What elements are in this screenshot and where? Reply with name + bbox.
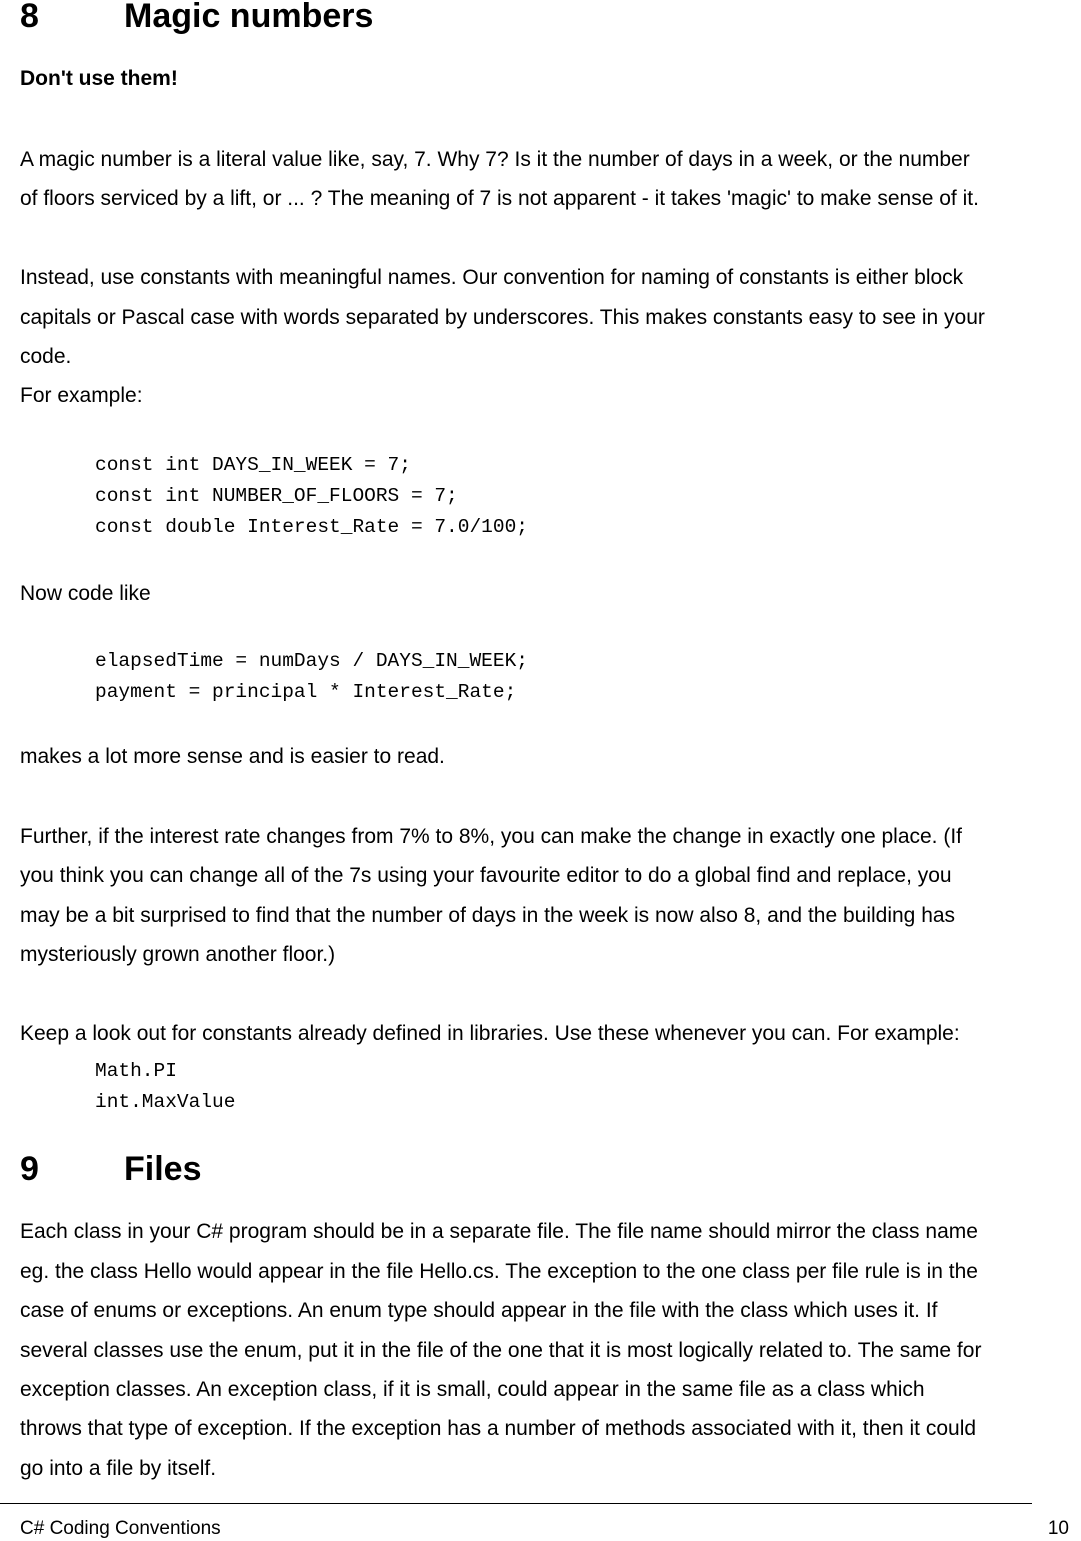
paragraph-line: case of enums or exceptions. An enum type should appear in the file with the class which uses it. If <box>20 1299 938 1322</box>
code-line: Math.PI <box>95 1060 177 1082</box>
paragraph-line: mysteriously grown another floor.) <box>20 943 336 966</box>
code-line: const int DAYS_IN_WEEK = 7; <box>95 454 411 476</box>
now-code-like-label: Now code like <box>20 582 151 605</box>
paragraph-line: throws that type of exception. If the exception has a number of methods associated with it, then it could <box>20 1417 977 1440</box>
paragraph-line: of floors serviced by a lift, or ... ? The meaning of 7 is not apparent - it takes 'magic' to make sense of it. <box>20 187 979 210</box>
page-number: 10 <box>1047 1518 1069 1539</box>
paragraph-line: Further, if the interest rate changes from 7% to 8%, you can make the change in exactly one place. (If <box>20 825 963 848</box>
paragraph-line: code. <box>20 345 72 368</box>
paragraph-line: Instead, use constants with meaningful names. Our convention for naming of constants is either block <box>20 266 964 289</box>
paragraph-line: you think you can change all of the 7s using your favourite editor to do a global find and replace, you <box>20 864 952 887</box>
paragraph-line: capitals or Pascal case with words separated by underscores. This makes constants easy to see in your <box>20 306 985 329</box>
paragraph-line: go into a file by itself. <box>20 1457 217 1480</box>
section-8-subheading: Don't use them! <box>20 67 178 90</box>
paragraph-line: Keep a look out for constants already defined in libraries. Use these whenever you can. For example: <box>20 1022 960 1045</box>
paragraph-line: eg. the class Hello would appear in the file Hello.cs. The exception to the one class per file rule is in the <box>20 1260 978 1283</box>
code-line: const int NUMBER_OF_FLOORS = 7; <box>95 485 458 507</box>
code-line: const double Interest_Rate = 7.0/100; <box>95 516 528 538</box>
code-line: elapsedTime = numDays / DAYS_IN_WEEK; <box>95 650 528 672</box>
section-9-title: Files <box>124 1150 202 1188</box>
footer-title: C# Coding Conventions <box>20 1518 221 1539</box>
paragraph-line: may be a bit surprised to find that the number of days in the week is now also 8, and the building has <box>20 904 956 927</box>
paragraph-line: Each class in your C# program should be in a separate file. The file name should mirror the class name <box>20 1220 978 1243</box>
footer-divider <box>0 1503 1032 1504</box>
paragraph-line: A magic number is a literal value like, say, 7. Why 7? Is it the number of days in a week, or the number <box>20 148 970 171</box>
for-example-label: For example: <box>20 384 143 407</box>
section-9-number: 9 <box>20 1150 39 1188</box>
paragraph-line: makes a lot more sense and is easier to read. <box>20 745 445 768</box>
paragraph-line: several classes use the enum, put it in the file of the one that it is most logically related to. The same for <box>20 1339 982 1362</box>
section-8-title: Magic numbers <box>124 0 374 35</box>
code-line: int.MaxValue <box>95 1091 236 1113</box>
section-8-number: 8 <box>20 0 39 35</box>
code-line: payment = principal * Interest_Rate; <box>95 681 517 703</box>
paragraph-line: exception classes. An exception class, if it is small, could appear in the same file as a class which <box>20 1378 925 1401</box>
